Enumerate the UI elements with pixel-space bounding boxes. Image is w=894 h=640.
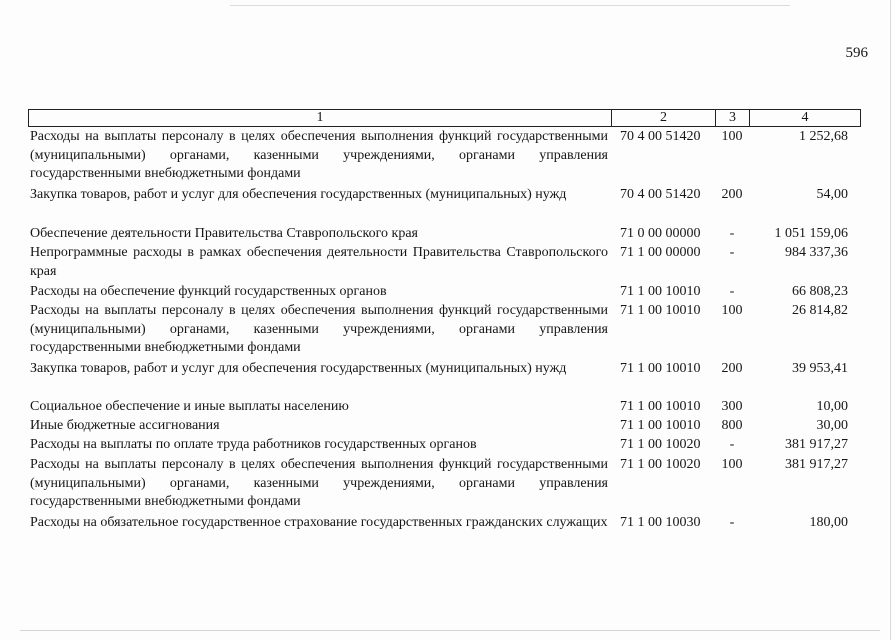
row-code: 71 1 00 10010 <box>620 303 701 318</box>
row-description: Закупка товаров, работ и услуг для обеспечения государственных (муниципальных) нужд <box>30 361 567 376</box>
row-amount: 381 917,27 <box>785 437 848 452</box>
row-type: - <box>729 515 735 530</box>
header-col-4: 4 <box>801 110 809 125</box>
row-amount: 39 953,41 <box>792 361 848 376</box>
table-header <box>28 109 861 127</box>
row-description: Закупка товаров, работ и услуг для обеспечения государственных (муниципальных) нужд <box>30 187 567 202</box>
row-code: 70 4 00 51420 <box>620 187 701 202</box>
row-amount: 180,00 <box>809 515 848 530</box>
row-code: 71 1 00 10010 <box>620 399 701 414</box>
row-amount: 54,00 <box>816 187 848 202</box>
row-description: Социальное обеспечение и иные выплаты населению <box>30 399 349 414</box>
row-description: Иные бюджетные ассигнования <box>30 418 220 433</box>
row-amount: 1 252,68 <box>799 129 848 144</box>
scan-artifact-right <box>890 0 891 640</box>
page-number: 596 <box>845 45 868 61</box>
row-amount: 26 814,82 <box>792 303 848 318</box>
row-code: 70 4 00 51420 <box>620 129 701 144</box>
row-code: 71 1 00 10010 <box>620 284 701 299</box>
row-type: 100 <box>721 303 743 318</box>
row-type: 200 <box>721 361 743 376</box>
header-col-2: 2 <box>612 110 716 126</box>
row-description: Расходы на обеспечение функций государственных органов <box>30 284 387 299</box>
row-description: Расходы на обязательное государственное страхование государственных гражданских служащих <box>30 515 608 530</box>
row-type: - <box>729 284 735 299</box>
row-type: 800 <box>721 418 743 433</box>
row-type: 100 <box>721 129 743 144</box>
row-description: Непрограммные расходы в рамках обеспечения деятельности Правительства Ставропольского края <box>30 245 608 279</box>
row-description: Расходы на выплаты по оплате труда работников государственных органов <box>30 437 477 452</box>
row-amount: 30,00 <box>816 418 848 433</box>
row-amount: 984 337,36 <box>785 245 848 260</box>
row-type: 100 <box>721 457 743 472</box>
row-amount: 1 051 159,06 <box>774 226 848 241</box>
row-type: 300 <box>721 399 743 414</box>
scan-artifact-bottom <box>20 630 880 631</box>
row-description: Расходы на выплаты персоналу в целях обеспечения выполнения функций государственными (муниципальными) органами, казенными учреждениями, органами управления государственными внебюджетными фондами <box>30 129 608 181</box>
row-amount: 10,00 <box>816 399 848 414</box>
header-col-3: 3 <box>716 110 750 126</box>
row-code: 71 1 00 10010 <box>620 418 701 433</box>
row-amount: 66 808,23 <box>792 284 848 299</box>
row-description: Расходы на выплаты персоналу в целях обеспечения выполнения функций государственными (муниципальными) органами, казенными учреждениями, органами управления государственными внебюджетными фондами <box>30 303 608 355</box>
row-code: 71 1 00 10010 <box>620 361 701 376</box>
row-type: - <box>729 226 735 241</box>
row-type: 200 <box>721 187 743 202</box>
row-code: 71 1 00 00000 <box>620 245 701 260</box>
row-description: Обеспечение деятельности Правительства Ставропольского края <box>30 226 418 241</box>
header-col-1: 1 <box>29 110 612 126</box>
scan-artifact-top <box>230 5 790 6</box>
row-description: Расходы на выплаты персоналу в целях обеспечения выполнения функций государственными (муниципальными) органами, казенными учреждениями, органами управления государственными внебюджетными фондами <box>30 457 608 509</box>
row-type: - <box>729 437 735 452</box>
row-amount: 381 917,27 <box>785 457 848 472</box>
row-type: - <box>729 245 735 260</box>
row-code: 71 0 00 00000 <box>620 226 701 241</box>
row-code: 71 1 00 10030 <box>620 515 701 530</box>
row-code: 71 1 00 10020 <box>620 457 701 472</box>
row-code: 71 1 00 10020 <box>620 437 701 452</box>
